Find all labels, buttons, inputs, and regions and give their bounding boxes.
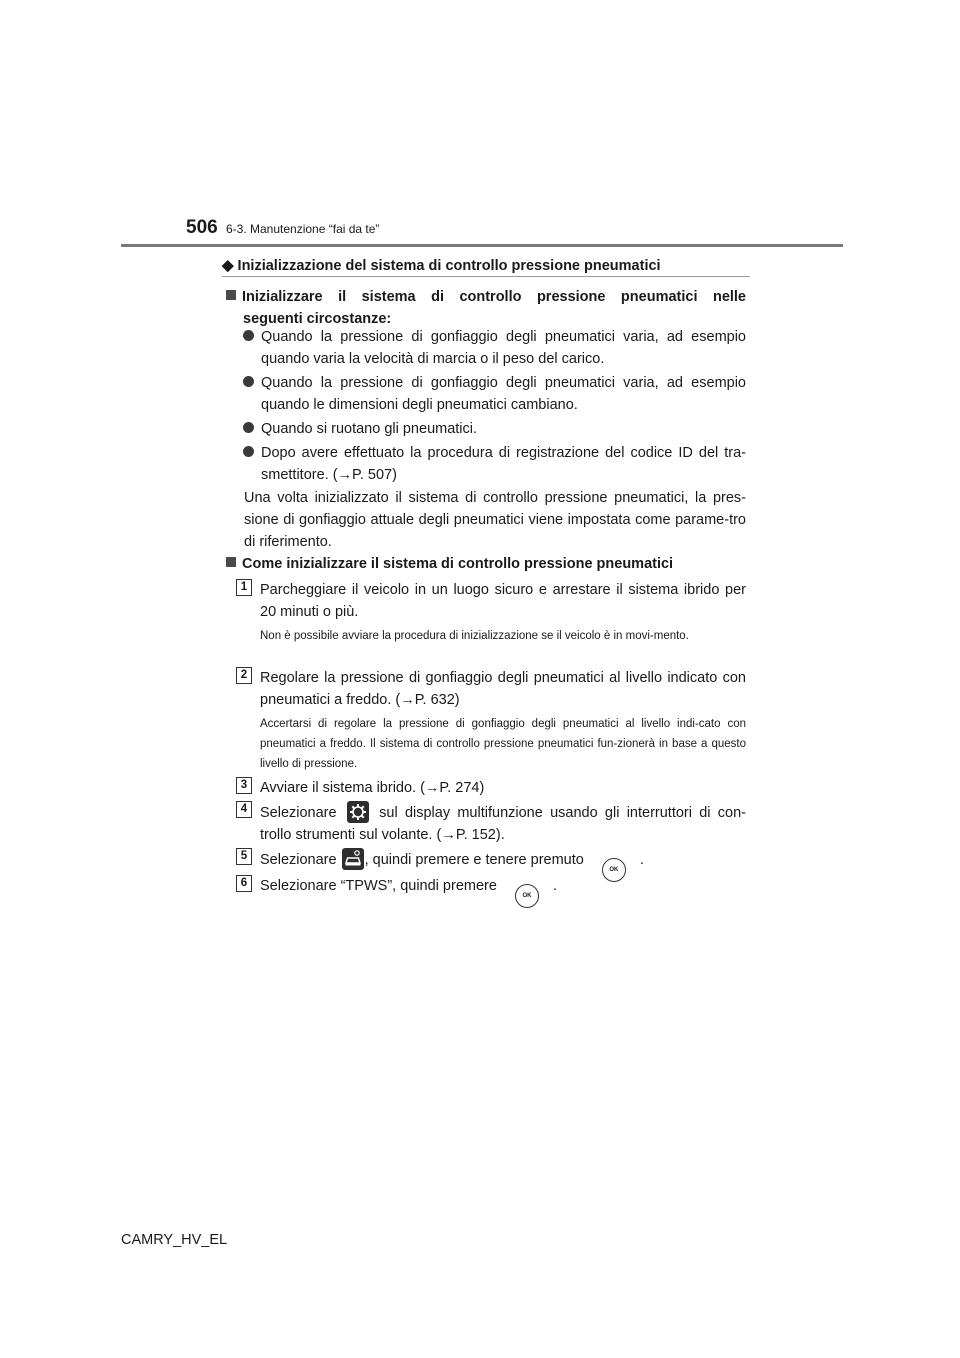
step-text: Parcheggiare il veicolo in un luogo sicuro e arrestare il sistema ibrido per 20 minuti o più. (260, 582, 746, 620)
vehicle-settings-icon (342, 848, 364, 870)
settings-gear-icon (347, 801, 369, 823)
step-text-post: . (552, 878, 557, 894)
ok-button-icon: OK (515, 884, 539, 908)
step-text-pre: Selezionare “TPWS”, quindi premere (260, 878, 497, 894)
list-item (244, 442, 746, 486)
step-text: Regolare la pressione di gonfiaggio degli pneumatici al livello indicato con pneumatici a freddo. (→P. 632) (260, 670, 746, 708)
step-1 (236, 579, 746, 623)
step-number-box: 4 (236, 801, 252, 818)
square-bullet-icon (226, 290, 236, 300)
body-paragraph: Una volta inizializzato il sistema di controllo pressione pneumatici, la pres-sione di gonfiaggio attuale degli pneumatici viene impostata come parame-tro di riferimento. (244, 490, 746, 550)
step-text-mid: , quindi premere e tenere premuto (364, 852, 584, 868)
list-item-text: Quando la pressione di gonfiaggio degli pneumatici varia, ad esempio quando varia la velocità di marcia o il peso del carico. (261, 329, 746, 367)
step-4 (236, 801, 746, 846)
list-item-text: Dopo avere effettuato la procedura di registrazione del codice ID del tra-smettitore. (→P. 507) (261, 445, 746, 483)
diamond-icon: ◆ (222, 257, 234, 274)
footer-code: CAMRY_HV_EL (121, 1232, 228, 1248)
section-title: 6-3. Manutenzione “fai da te” (226, 222, 380, 236)
ok-button-icon: OK (602, 858, 626, 882)
subheading-how-to (226, 553, 746, 575)
step-note: Non è possibile avviare la procedura di inizializzazione se il veicolo è in movi-mento. (260, 630, 689, 642)
page-number: 506 (186, 217, 218, 238)
step-text-post: sul display multifunzione usando gli interruttori di con-trollo strumenti sul volante. (→P. 152). (260, 805, 747, 843)
step-text-pre: Selezionare (260, 805, 337, 821)
heading-rule (222, 276, 750, 277)
list-item-text: Quando la pressione di gonfiaggio degli pneumatici varia, ad esempio quando le dimensioni degli pneumatici cambiano. (261, 375, 746, 413)
step-number-box: 3 (236, 777, 252, 794)
header-rule (121, 244, 843, 247)
step-3 (236, 777, 746, 799)
step-number-box: 5 (236, 848, 252, 865)
subheading-circumstances (226, 286, 746, 330)
step-6 (236, 875, 746, 908)
subheading-how-to-text: Come inizializzare il sistema di controllo pressione pneumatici (242, 556, 674, 572)
list-item-text: Quando si ruotano gli pneumatici. (261, 421, 478, 437)
step-text (236, 875, 746, 908)
section-heading (222, 256, 661, 274)
subheading-line1: Inizializzare il sistema di controllo pressione pneumatici nelle (242, 289, 746, 305)
list-item (244, 418, 746, 440)
step-note: Accertarsi di regolare la pressione di gonfiaggio degli pneumatici al livello indi-cato con pneumatici a freddo. Il sistema di controllo pressione pneumatici fun-zionerà in base a questo livello di pressione. (260, 718, 746, 770)
bullet-icon (243, 446, 254, 457)
list-item (244, 372, 746, 416)
step-text-post: . (639, 852, 644, 868)
step-number-box: 2 (236, 667, 252, 684)
list-item (244, 326, 746, 370)
bullet-icon (243, 376, 254, 387)
step-text-pre: Selezionare (260, 852, 337, 868)
step-number-box: 1 (236, 579, 252, 596)
step-2 (236, 667, 746, 711)
bullet-icon (243, 330, 254, 341)
subheading-line2: seguenti circostanze: (243, 311, 392, 327)
step-number-box: 6 (236, 875, 252, 892)
section-heading-text: Inizializzazione del sistema di controllo pressione pneumatici (237, 258, 661, 274)
step-text (236, 801, 746, 846)
square-bullet-icon (226, 557, 236, 567)
step-text: Avviare il sistema ibrido. (→P. 274) (260, 780, 485, 796)
bullet-icon (243, 422, 254, 433)
